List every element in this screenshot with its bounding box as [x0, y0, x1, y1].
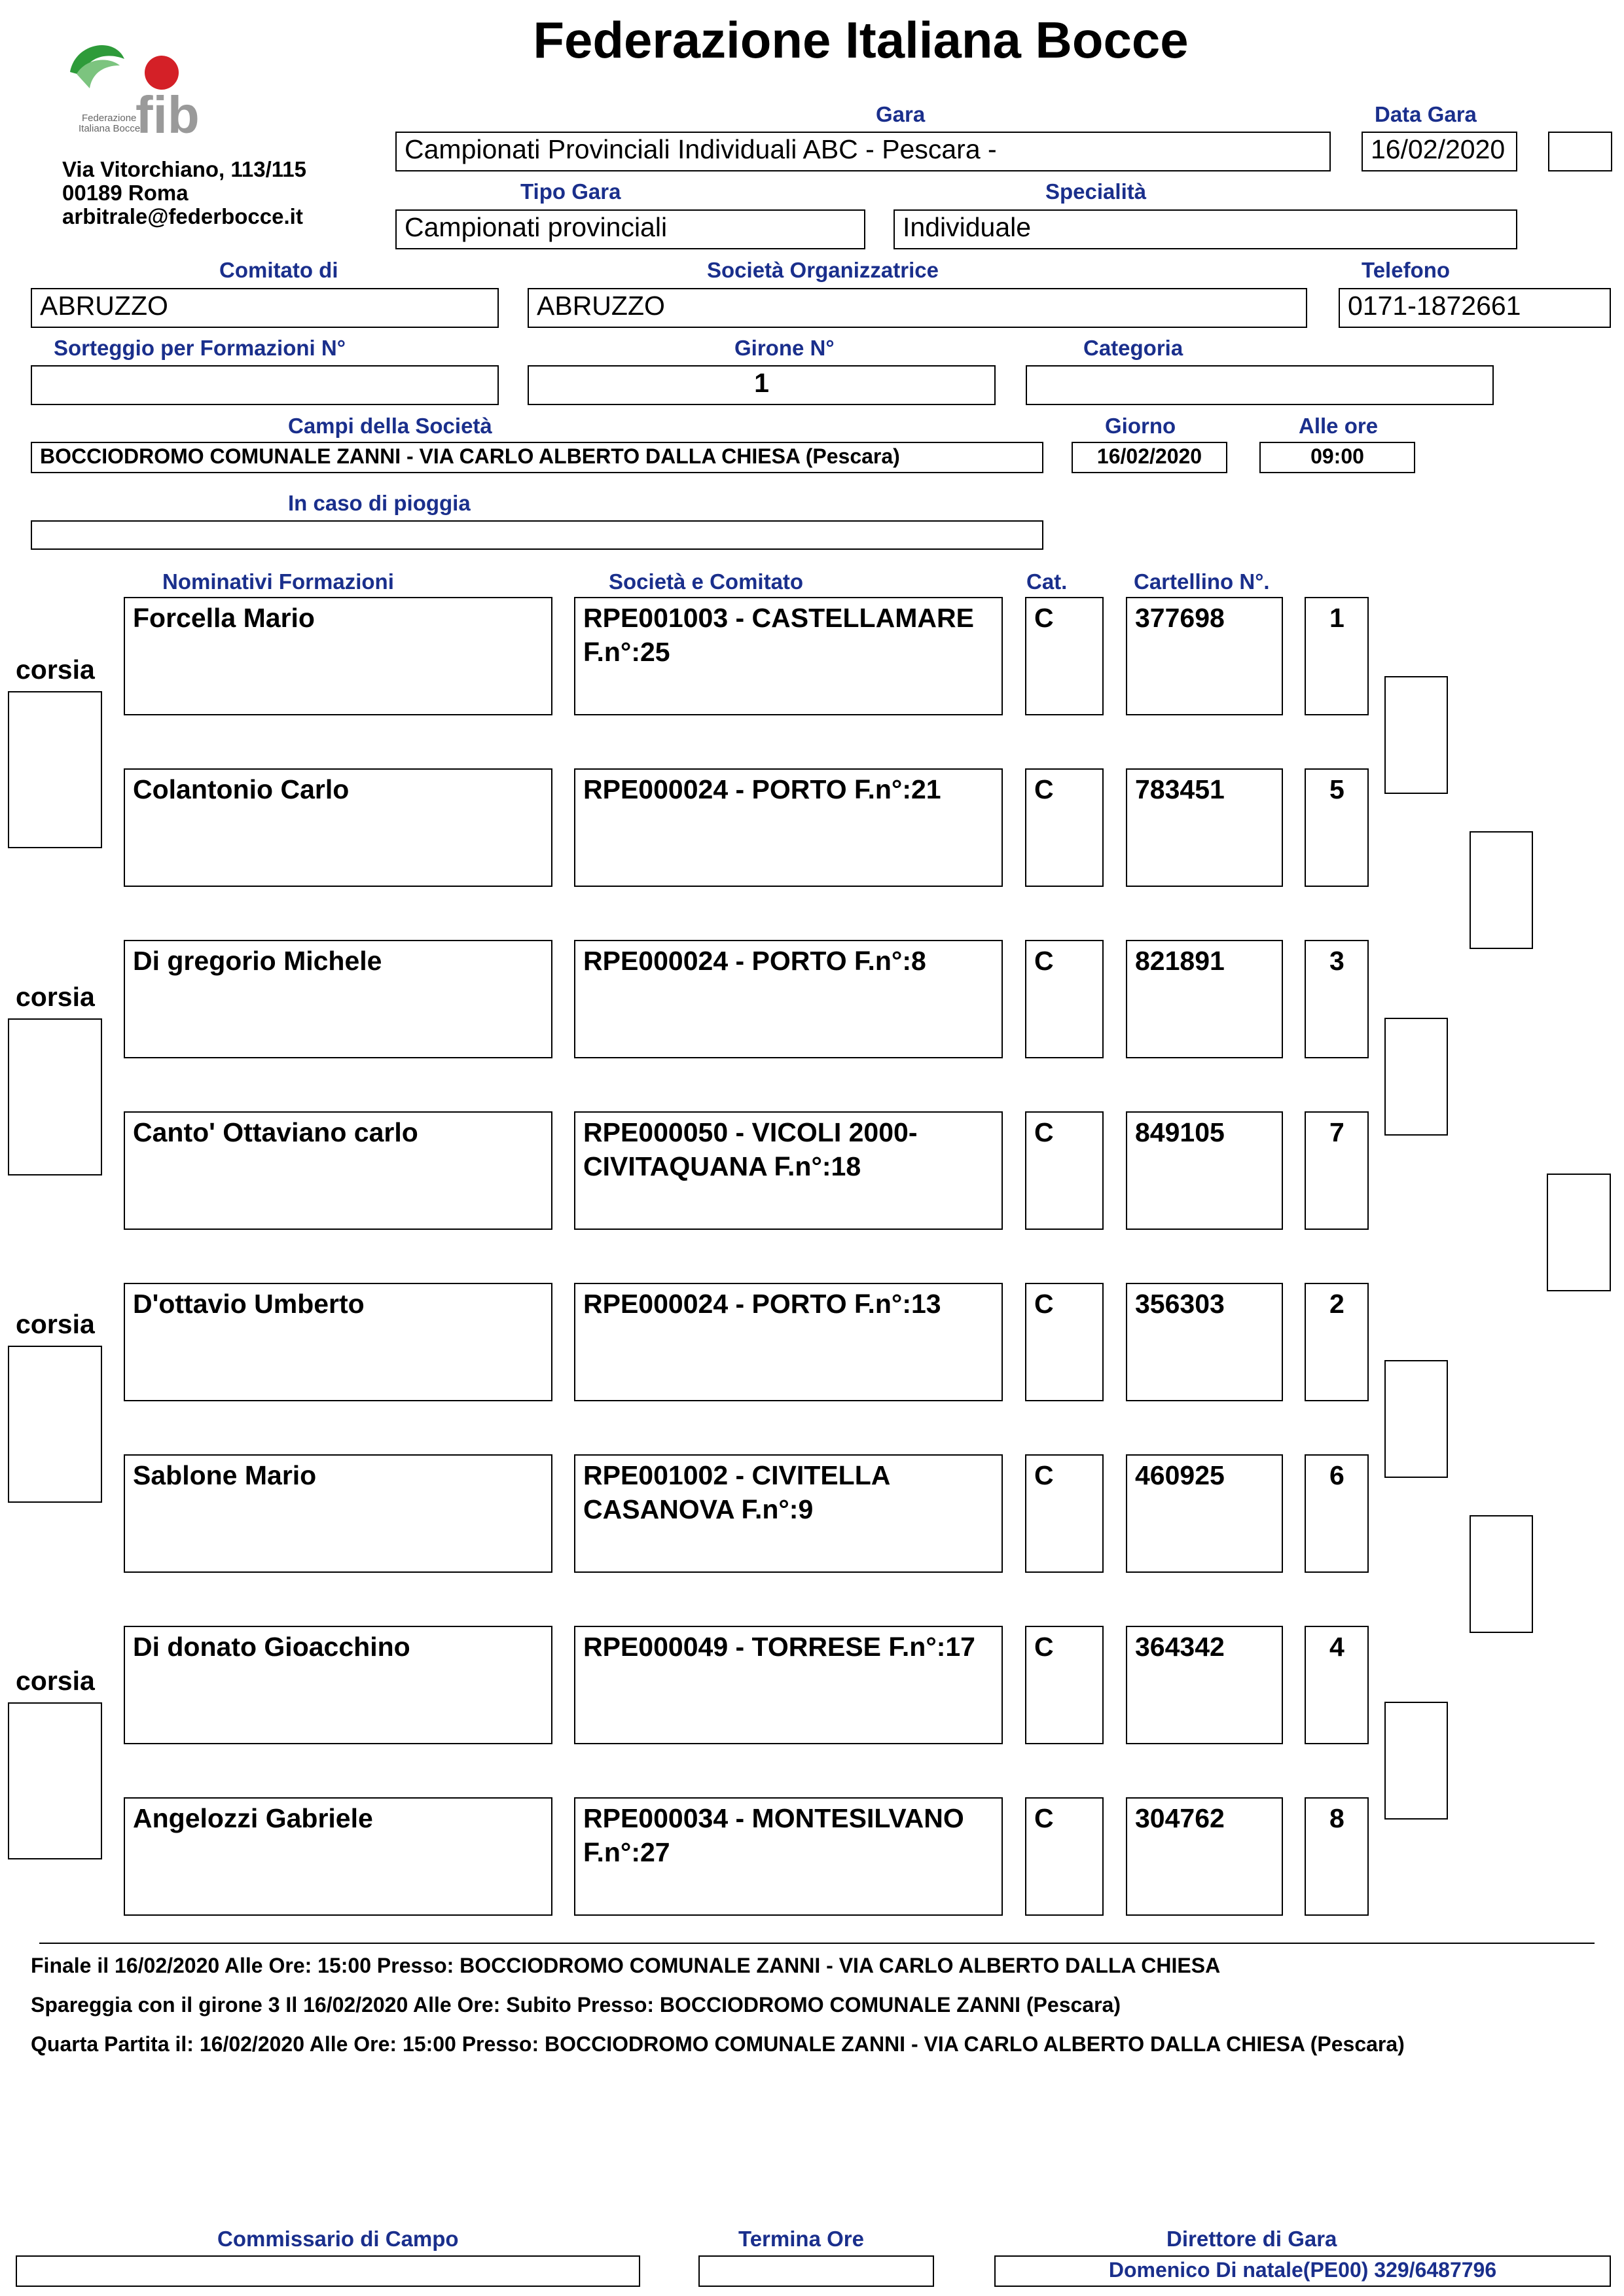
label-termina-ore: Termina Ore — [738, 2227, 864, 2251]
player-name: D'ottavio Umberto — [124, 1283, 552, 1401]
corsia-box[interactable] — [8, 691, 102, 848]
label-gara: Gara — [876, 102, 926, 126]
label-giorno: Giorno — [1105, 414, 1176, 438]
player-cat: C — [1025, 597, 1104, 715]
campi-field[interactable]: BOCCIODROMO COMUNALE ZANNI - VIA CARLO ALBERTO DALLA CHIESA (Pescara) — [31, 442, 1043, 473]
label-societa-org: Società Organizzatrice — [707, 258, 939, 282]
giorno-field[interactable]: 16/02/2020 — [1072, 442, 1227, 473]
col-cat: Cat. — [1026, 569, 1068, 594]
player-name: Forcella Mario — [124, 597, 552, 715]
player-card: 460925 — [1126, 1454, 1283, 1573]
player-cat: C — [1025, 940, 1104, 1058]
label-tipo-gara: Tipo Gara — [520, 179, 621, 204]
player-number: 4 — [1305, 1626, 1369, 1744]
logo-wordmark: fib — [135, 86, 200, 137]
player-card: 849105 — [1126, 1111, 1283, 1230]
label-alle-ore: Alle ore — [1299, 414, 1379, 438]
alle-ore-field[interactable]: 09:00 — [1259, 442, 1415, 473]
player-society: RPE000024 - PORTO F.n°:21 — [574, 768, 1003, 887]
player-name: Angelozzi Gabriele — [124, 1797, 552, 1916]
note-quarta-partita: Quarta Partita il: 16/02/2020 Alle Ore: 15:00 Presso: BOCCIODROMO COMUNALE ZANNI - VIA CARLO ALBERTO DALLA CHIESA (Pescara) — [31, 2032, 1405, 2056]
categoria-field[interactable] — [1026, 365, 1494, 405]
corsia-label: corsia — [16, 1309, 95, 1339]
player-society: RPE000034 - MONTESILVANO F.n°:27 — [574, 1797, 1003, 1916]
col-societa: Società e Comitato — [609, 569, 804, 594]
sorteggio-field[interactable] — [31, 365, 499, 405]
corsia-label: corsia — [16, 982, 95, 1012]
extra-field[interactable] — [1548, 132, 1612, 171]
player-card: 304762 — [1126, 1797, 1283, 1916]
comitato-field[interactable]: ABRUZZO — [31, 288, 499, 328]
player-card: 377698 — [1126, 597, 1283, 715]
col-cartellino: Cartellino N°. — [1134, 569, 1270, 594]
corsia-box[interactable] — [8, 1018, 102, 1175]
corsia-label: corsia — [16, 1666, 95, 1696]
data-gara-field[interactable]: 16/02/2020 — [1362, 132, 1517, 171]
player-cat: C — [1025, 1283, 1104, 1401]
player-name: Sablone Mario — [124, 1454, 552, 1573]
player-number: 5 — [1305, 768, 1369, 887]
player-society: RPE000049 - TORRESE F.n°:17 — [574, 1626, 1003, 1744]
player-number: 6 — [1305, 1454, 1369, 1573]
divider — [39, 1943, 1595, 1944]
player-number: 1 — [1305, 597, 1369, 715]
player-society: RPE000050 - VICOLI 2000-CIVITAQUANA F.n°:18 — [574, 1111, 1003, 1230]
bracket-box[interactable] — [1384, 1702, 1448, 1820]
commissario-field[interactable] — [16, 2255, 640, 2287]
telefono-field[interactable]: 0171-1872661 — [1339, 288, 1611, 328]
corsia-label: corsia — [16, 655, 95, 685]
address-line1: Via Vitorchiano, 113/115 — [62, 157, 307, 181]
player-card: 783451 — [1126, 768, 1283, 887]
girone-field[interactable]: 1 — [528, 365, 996, 405]
player-number: 2 — [1305, 1283, 1369, 1401]
player-card: 821891 — [1126, 940, 1283, 1058]
player-society: RPE001003 - CASTELLAMARE F.n°:25 — [574, 597, 1003, 715]
corsia-box[interactable] — [8, 1346, 102, 1503]
page-title: Federazione Italiana Bocce — [533, 11, 1189, 69]
pioggia-field[interactable] — [31, 520, 1043, 550]
note-spareggio: Spareggia con il girone 3 Il 16/02/2020 Alle Ore: Subito Presso: BOCCIODROMO COMUNALE ZANNI (Pescara) — [31, 1993, 1121, 2017]
label-comitato: Comitato di — [219, 258, 338, 282]
player-card: 356303 — [1126, 1283, 1283, 1401]
player-name: Canto' Ottaviano carlo — [124, 1111, 552, 1230]
player-cat: C — [1025, 1797, 1104, 1916]
player-society: RPE000024 - PORTO F.n°:13 — [574, 1283, 1003, 1401]
corsia-box[interactable] — [8, 1702, 102, 1859]
label-telefono: Telefono — [1362, 258, 1451, 282]
player-number: 8 — [1305, 1797, 1369, 1916]
societa-org-field[interactable]: ABRUZZO — [528, 288, 1307, 328]
player-cat: C — [1025, 768, 1104, 887]
bracket-box[interactable] — [1384, 1018, 1448, 1136]
player-name: Di donato Gioacchino — [124, 1626, 552, 1744]
tipo-gara-field[interactable]: Campionati provinciali — [395, 209, 865, 249]
logo-caption-2: Italiana Bocce — [79, 123, 141, 134]
address-line2: 00189 Roma — [62, 181, 189, 205]
bracket-box[interactable] — [1384, 676, 1448, 794]
termina-ore-field[interactable] — [698, 2255, 934, 2287]
label-commissario: Commissario di Campo — [217, 2227, 459, 2251]
player-society: RPE000024 - PORTO F.n°:8 — [574, 940, 1003, 1058]
email: arbitrale@federbocce.it — [62, 204, 303, 228]
bracket-box[interactable] — [1384, 1360, 1448, 1478]
player-number: 7 — [1305, 1111, 1369, 1230]
logo-caption-1: Federazione — [82, 113, 137, 124]
player-card: 364342 — [1126, 1626, 1283, 1744]
label-direttore: Direttore di Gara — [1166, 2227, 1337, 2251]
player-society: RPE001002 - CIVITELLA CASANOVA F.n°:9 — [574, 1454, 1003, 1573]
label-pioggia: In caso di pioggia — [288, 491, 471, 515]
player-cat: C — [1025, 1626, 1104, 1744]
player-number: 3 — [1305, 940, 1369, 1058]
label-sorteggio: Sorteggio per Formazioni N° — [54, 336, 346, 360]
specialita-field[interactable]: Individuale — [893, 209, 1517, 249]
label-girone: Girone N° — [734, 336, 835, 360]
bracket-box[interactable] — [1470, 831, 1533, 949]
player-cat: C — [1025, 1111, 1104, 1230]
col-nominativi: Nominativi Formazioni — [162, 569, 394, 594]
player-name: Colantonio Carlo — [124, 768, 552, 887]
direttore-field[interactable]: Domenico Di natale(PE00) 329/6487796 — [994, 2255, 1611, 2287]
gara-field[interactable]: Campionati Provinciali Individuali ABC - Pescara - — [395, 132, 1331, 171]
player-name: Di gregorio Michele — [124, 940, 552, 1058]
bracket-box[interactable] — [1547, 1174, 1611, 1291]
label-categoria: Categoria — [1083, 336, 1183, 360]
player-cat: C — [1025, 1454, 1104, 1573]
label-campi: Campi della Società — [288, 414, 492, 438]
note-finale: Finale il 16/02/2020 Alle Ore: 15:00 Presso: BOCCIODROMO COMUNALE ZANNI - VIA CARLO ALBERTO DALLA CHIESA — [31, 1954, 1221, 1977]
label-data-gara: Data Gara — [1375, 102, 1477, 126]
bracket-box[interactable] — [1470, 1515, 1533, 1633]
label-specialita: Specialità — [1045, 179, 1147, 204]
